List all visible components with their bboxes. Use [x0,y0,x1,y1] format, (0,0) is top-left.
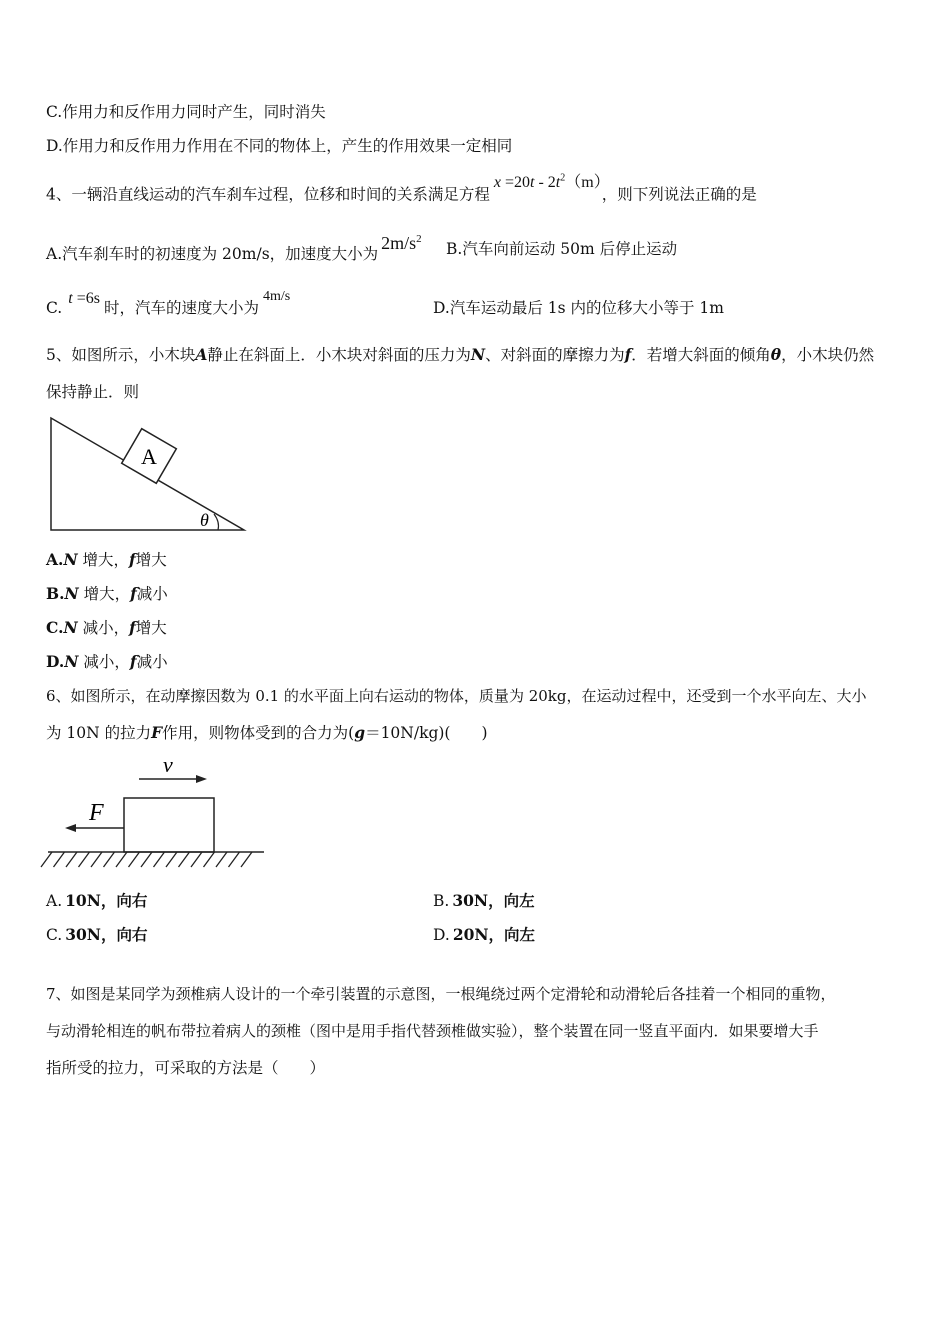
accel-value: 2m/s [381,233,417,253]
block-label: A [141,444,157,469]
q5-var-f: f [624,345,632,364]
q6-d-text: 20N，向左 [452,925,536,944]
q5-c-text1: 减小， [77,619,130,637]
hatch-mark [204,852,215,867]
q5-var-theta: θ [770,345,782,364]
q4-option-c-speed: 4m/s [262,289,291,304]
q7-stem-line2: 与动滑轮相连的帆布带拉着病人的颈椎（图中是用手指代替颈椎做实验），整个装置在同一竖直平面内．如果要增大手 [46,1022,819,1040]
hatch-mark [191,852,202,867]
q5-d-letter: D. [46,652,65,671]
hatch-mark [104,852,115,867]
q4-option-b-letter: B. [446,240,463,258]
q5-d-var2: f [129,652,137,671]
q6-var-f: F [151,723,163,742]
hatch-mark [241,852,252,867]
hatch-mark [179,852,190,867]
q4-option-a-letter: A. [46,245,63,263]
q5-c-letter: C. [46,618,64,637]
q4-stem-text: 4、一辆沿直线运动的汽车刹车过程，位移和时间的关系满足方程 [46,185,490,204]
hatch-mark [79,852,90,867]
hatch-mark [129,852,140,867]
ground-hatching [41,852,252,867]
q6-d-letter: D. [433,926,450,944]
q5-text-4: ．若增大斜面的倾角 [631,346,771,364]
q5-stem-line2: 保持静止．则 [46,383,140,401]
q6-a-text: 10N，向右 [65,891,148,910]
eq-minus: - 2 [534,174,556,192]
q6-b-text: 30N，向左 [452,891,535,910]
hatch-mark [229,852,240,867]
q5-c-var1: N [63,618,78,637]
q6-stem-line1: 6、如图所示，在动摩擦因数为 0.1 的水平面上向右运动的物体，质量为 20kg，在运动过程中，还受到一个水平向左、大小 [46,687,867,705]
eq-t2: t [555,174,561,192]
q3-option-c: C.作用力和反作用力同时产生，同时消失 [46,103,326,121]
time-value: =6s [72,290,100,307]
hatch-mark [166,852,177,867]
q5-text-1: 5、如图所示，小木块 [46,346,196,364]
q6-option-d [433,925,535,945]
eq-t1: t [530,174,535,192]
hatch-mark [66,852,77,867]
q5-b-text2: 减小 [136,585,168,603]
q5-text-3: 、对斜面的摩擦力为 [485,346,625,364]
hatch-mark [54,852,65,867]
q3-option-d: D.作用力和反作用力作用在不同的物体上，产生的作用效果一定相同 [46,137,513,155]
q6-option-a [46,891,147,911]
q7-stem-line3: 指所受的拉力，可采取的方法是（ ） [46,1059,326,1077]
q4-option-c-text: 时，汽车的速度大小为 [103,299,259,317]
q5-text-2: 静止在斜面上．小木块对斜面的压力为 [207,346,471,364]
q5-b-text1: 增大， [78,585,131,603]
q6-var-g: g [354,723,366,742]
q5-b-letter: B. [46,584,65,603]
eq-x: x [493,174,501,192]
force-label: F [89,800,104,826]
q5-a-letter: A. [46,550,64,569]
eq-mid: =20 [500,174,531,192]
q5-a-var2: f [129,550,136,569]
q5-c-var2: f [129,618,136,637]
hatch-mark [116,852,127,867]
eq-exp: 2 [560,173,566,184]
q4-option-d-letter: D. [433,299,450,317]
angle-label: θ [200,510,209,530]
hatch-mark [216,852,227,867]
q4-stem-end: ，则下列说法正确的是 [601,185,757,204]
q6-option-b [433,891,535,911]
q5-b-var2: f [130,584,137,603]
q4-option-c-letter: C. [46,299,63,317]
q6-c-text: 30N，向右 [65,925,148,944]
q6-text-b: 作用，则物体受到的合力为( [162,724,355,742]
accel-exp: 2 [416,233,422,245]
velocity-arrow-head [196,775,207,783]
hatch-mark [154,852,165,867]
moving-block [124,798,214,852]
time-var: t [68,290,73,307]
hatch-mark [91,852,102,867]
q6-c-letter: C. [46,926,63,944]
q7-stem-line1: 7、如图是某同学为颈椎病人设计的一个牵引装置的示意图，一根绳绕过两个定滑轮和动滑轮后各挂着一个相同的重物， [46,985,836,1003]
q5-var-n: N [470,345,486,364]
q5-a-var1: N [63,550,78,569]
q6-text-a: 为 10N 的拉力 [46,724,152,742]
q5-text-5: ，小木块仍然 [781,346,875,364]
q5-d-text2: 减小 [136,653,168,671]
q5-var-a: A [195,345,208,364]
q5-d-var1: N [64,652,79,671]
q5-a-text1: 增大， [77,551,130,569]
hatch-mark [41,852,52,867]
q4-option-b-text: 汽车向前运动 50m 后停止运动 [462,240,678,258]
q5-d-text1: 减小， [78,653,130,671]
q6-a-letter: A. [46,892,63,910]
q4-option-a-text: 汽车刹车时的初速度为 20m/s，加速度大小为 [62,245,379,263]
force-arrow-head [65,824,76,832]
q5-a-text2: 增大 [135,551,167,569]
q5-b-var1: N [64,584,79,603]
hatch-mark [141,852,152,867]
q6-text-c: ＝10N/kg)( ) [365,724,488,742]
q6-option-c [46,925,147,945]
eq-unit: （m） [565,174,602,192]
q5-c-text2: 增大 [135,619,167,637]
q4-option-d-text: 汽车运动最后 1s 内的位移大小等于 1m [449,299,724,317]
q6-b-letter: B. [433,892,450,910]
velocity-label: v [163,752,173,777]
